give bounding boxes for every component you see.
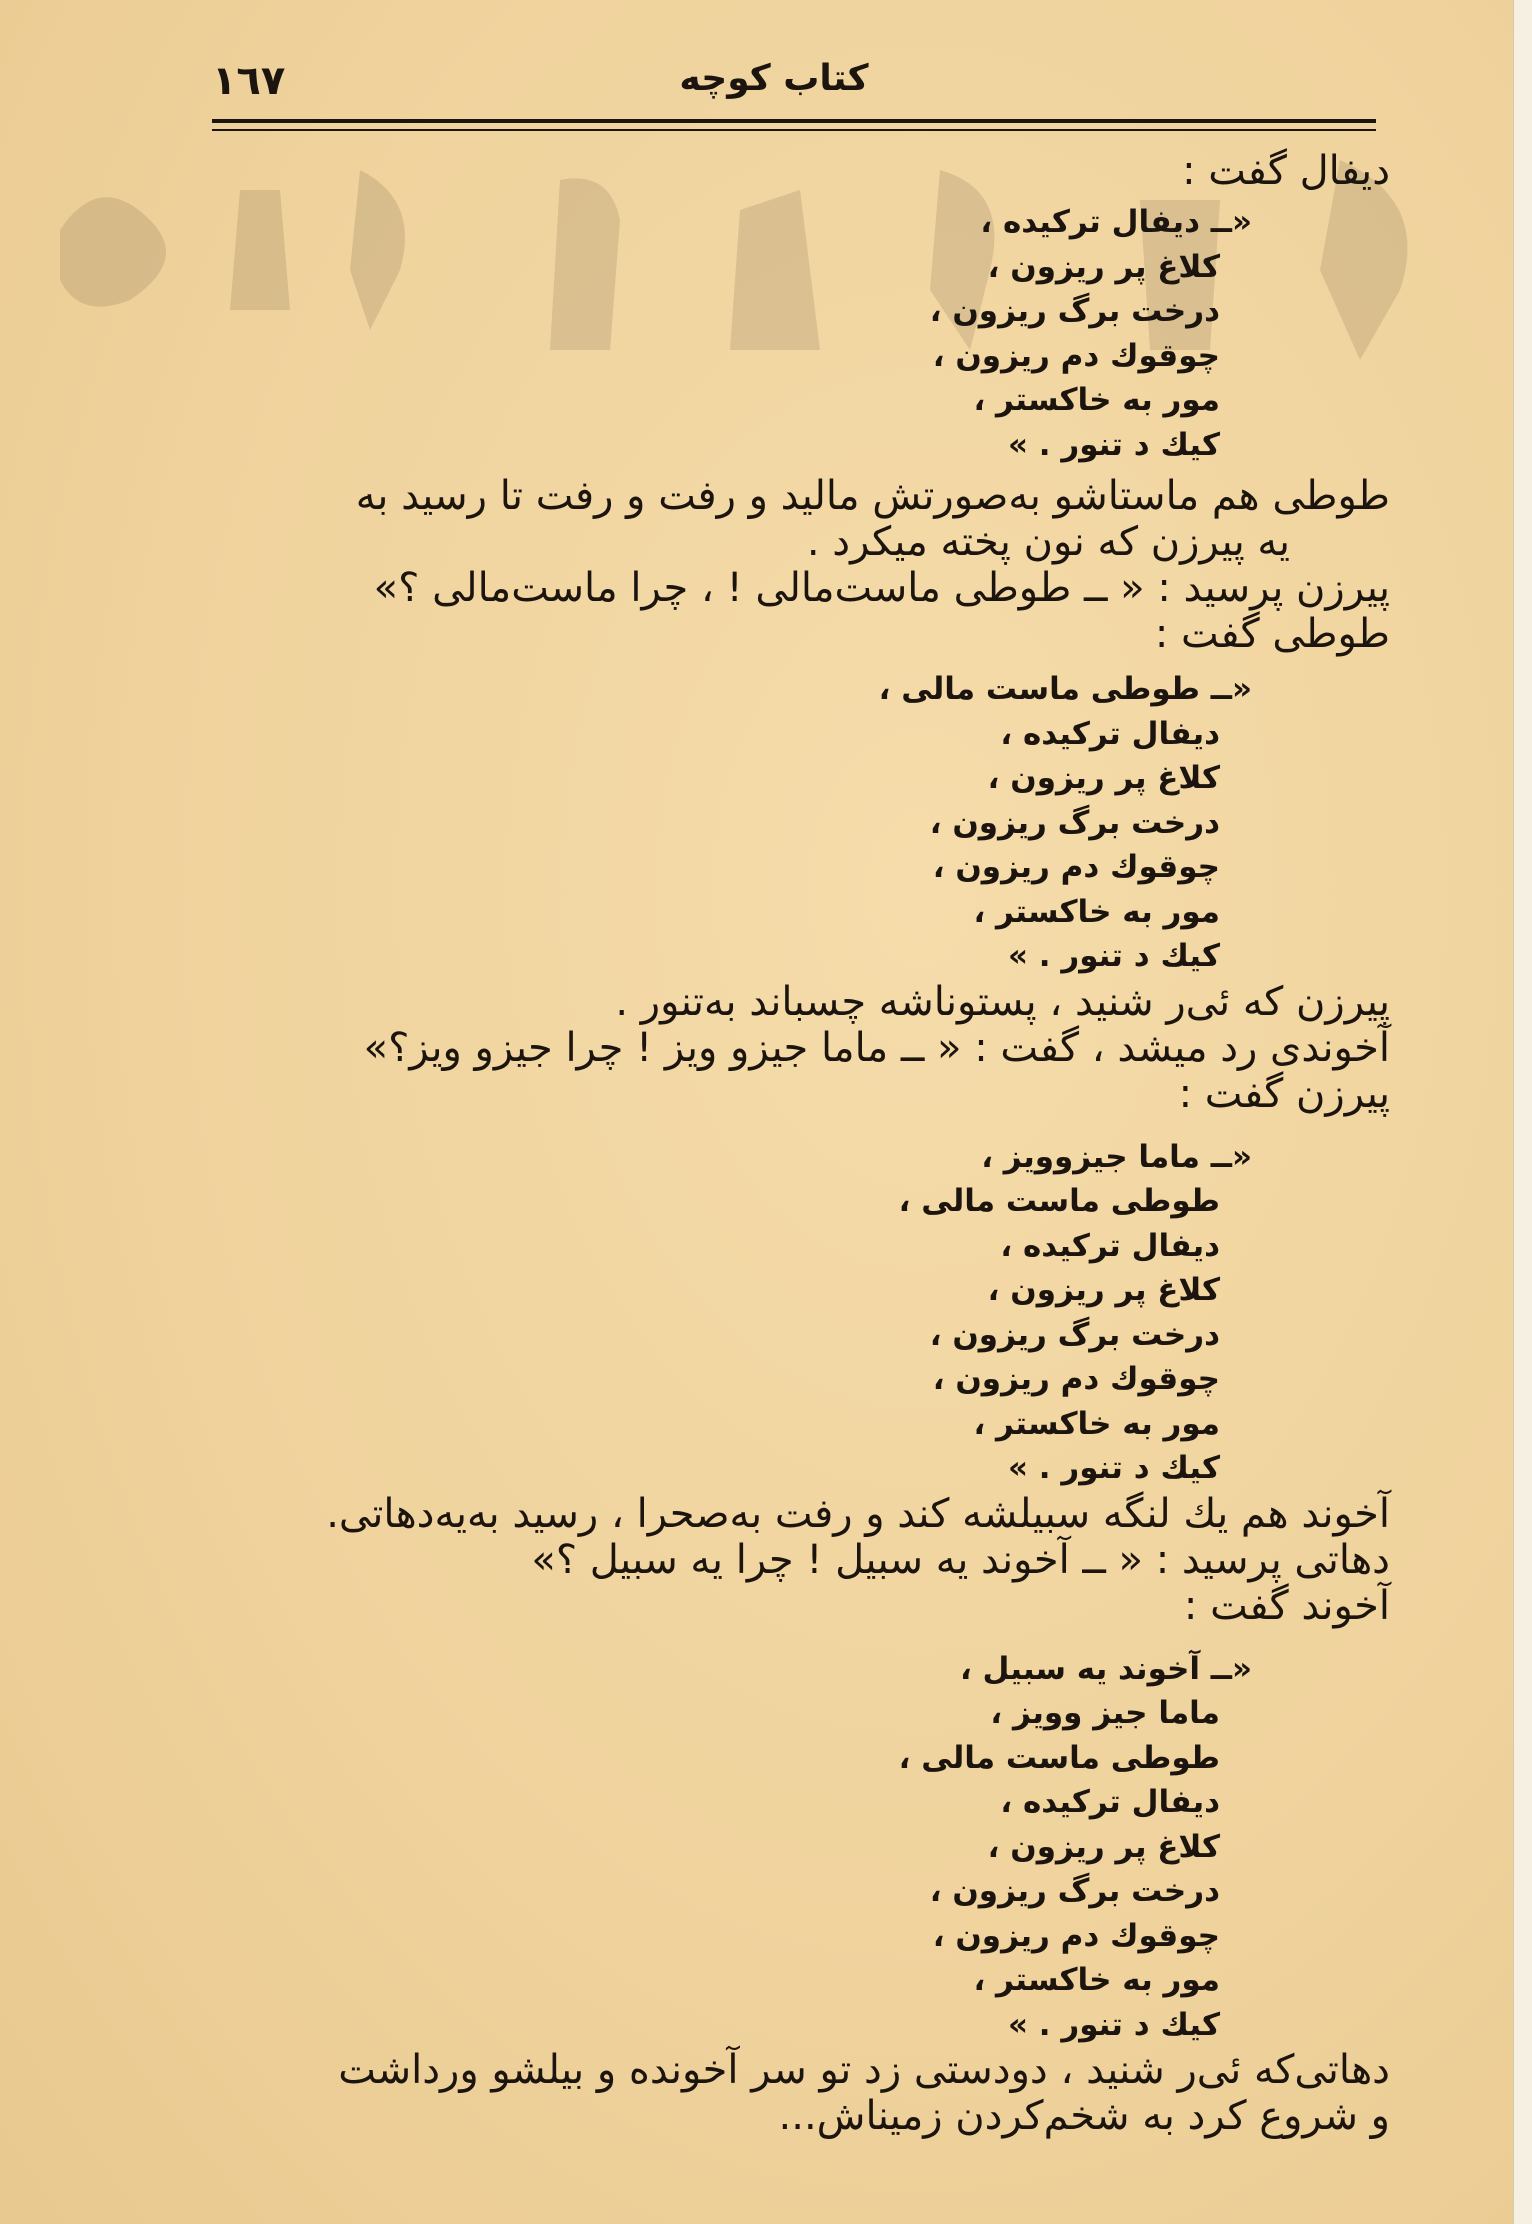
verse-block [190,200,1390,467]
verse-line: کیك د تنور . » [1007,2006,1220,2043]
prose-line: طوطی هم ماستاشو به‌صورتش مالید و رفت و رفت تا رسید به [355,473,1390,519]
prose-line: و شروع کرد به شخم‌کردن زمیناش... [778,2093,1390,2139]
verse-line: کلاغ پر ریزون ، [987,248,1220,285]
verse-line: مور به خاکستر ، [973,382,1220,418]
running-title: کتاب کوچه [679,58,869,99]
verse-line: «ــ دیفال ترکیده ، [980,204,1252,240]
verse-line: «ــ آخوند یه سبیل ، [959,1650,1252,1687]
verse-line: درخت برگ ریزون ، [929,293,1220,329]
verse-line: کلاغ پر ریزون ، [987,1272,1220,1308]
verse-line: طوطی ماست مالی ، [898,1739,1220,1776]
prose-line: پیرزن که ئی‌ر شنید ، پستوناشه چسباند به‌تنور . [615,978,1390,1025]
prose-line: دهاتی‌که ئی‌ر شنید ، دودستی زد تو سر آخونده و بیلشو ورداشت [338,2047,1390,2093]
header-rule-thick [212,119,1376,123]
verse-line: ماما جیز وویز ، [990,1695,1220,1731]
prose-line: دهاتی پرسید : « ــ آخوند یه سبیل ! چرا یه سبیل ؟» [531,1536,1390,1583]
verse-line: مور به خاکستر ، [973,1405,1220,1442]
verse-line: چوقوك دم ریزون ، [932,1917,1220,1954]
prose-line: یه پیرزن که نون پخته میکرد . [806,519,1290,565]
verse-line: مور به خاکستر ، [973,1962,1220,1998]
verse-line: کیك د تنور . » [1007,426,1220,463]
verse-line: دیفال ترکیده ، [1000,1784,1220,1820]
prose-line: پیرزن گفت : [1178,1070,1390,1117]
page-edge [1513,0,1532,2224]
verse-line: مور به خاکستر ، [973,893,1220,930]
verse-line: کلاغ پر ریزون ، [987,760,1220,796]
verse-line: طوطی ماست مالی ، [898,1183,1220,1219]
verse-line: درخت برگ ریزون ، [929,1316,1220,1353]
prose-line: آخوند گفت : [1183,1582,1390,1629]
prose-line: آخوندی رد میشد ، گفت : « ــ ماما جیزو ویز ! چرا جیزو ویز؟» [363,1024,1390,1071]
verse-line: چوقوك دم ریزون ، [932,849,1220,885]
verse-block [190,667,1390,979]
verse-line: کلاغ پر ریزون ، [987,1828,1220,1865]
verse-line: درخت برگ ریزون ، [929,1873,1220,1909]
page-number: ١٦٧ [212,58,286,104]
verse-line: «ــ ماما جیزوویز ، [981,1138,1252,1175]
verse-line: کیك د تنور . » [1007,938,1220,974]
verse-line: «ــ طوطی ماست مالی ، [878,671,1252,707]
verse-line: درخت برگ ریزون ، [929,804,1220,841]
verse-line: دیفال ترکیده ، [1000,715,1220,752]
verse-line: کیك د تنور . » [1007,1450,1220,1486]
verse-line: دیفال ترکیده ، [1000,1227,1220,1264]
prose-line: آخوند هم یك لنگه سبیلشه کند و رفت به‌صحرا ، رسید به‌یه‌دهاتی. [326,1490,1390,1537]
verse-line: چوقوك دم ریزون ، [932,1361,1220,1397]
verse-line: چوقوك دم ریزون ، [932,337,1220,374]
verse-block [190,1647,1390,2048]
prose-line: پیرزن پرسید : « ــ طوطی ماست‌مالی ! ، چرا ماست‌مالی ؟» [373,565,1390,611]
story-text [190,148,1390,2139]
verse-block [190,1135,1390,1491]
page-header [212,58,1336,108]
header-rule-thin [212,129,1376,131]
prose-line: طوطی گفت : [1154,611,1390,657]
prose-line: دیفال گفت : [1182,148,1390,194]
